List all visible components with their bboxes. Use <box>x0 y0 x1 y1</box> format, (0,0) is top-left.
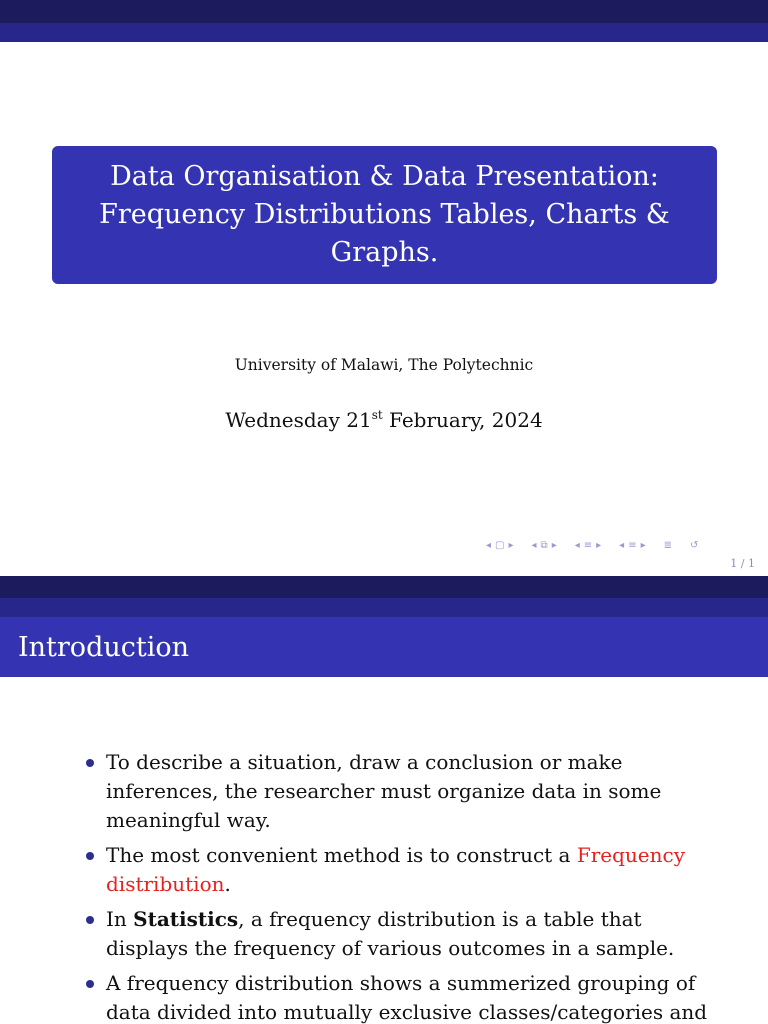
date-superscript: st <box>371 408 383 422</box>
nav-prev-part-icon[interactable]: ◂ <box>619 540 625 551</box>
align-icon[interactable]: ≣ <box>663 540 673 551</box>
nav-prev-frame-icon[interactable]: ◂ <box>486 540 492 551</box>
frame-icon[interactable]: ▢ <box>495 540 505 551</box>
bullet-text: In <box>106 907 134 931</box>
bullet-text: , a frequency distribution is a table that displays the frequency of various outcomes in a sample. <box>106 907 675 960</box>
nav-next-section-icon[interactable]: ▸ <box>596 540 602 551</box>
bullet-list <box>82 748 722 1024</box>
bullet-item <box>82 905 722 963</box>
frame-title: Introduction <box>18 631 189 663</box>
bullet-text: A frequency distribution shows a summerized grouping of data divided into mutually exclusive classes/categories and <box>106 971 708 1024</box>
nav-prev-subsection-icon[interactable]: ◂ <box>531 540 537 551</box>
nav-next-part-icon[interactable]: ▸ <box>640 540 646 551</box>
bullet-item <box>82 969 722 1024</box>
presentation-date <box>0 408 768 432</box>
header-bar-dark <box>0 576 768 598</box>
bullet-icon <box>86 759 94 767</box>
highlighted-term: Frequency distribution <box>106 843 686 896</box>
institute-name: University of Malawi, The Polytechnic <box>234 356 534 374</box>
bullet-icon <box>86 852 94 860</box>
section-icon[interactable]: ≡ <box>583 540 593 551</box>
beamer-navigation <box>486 539 762 553</box>
bullet-item <box>82 841 722 899</box>
date-prefix: Wednesday 21 <box>225 408 372 432</box>
page-number: 1 / 1 <box>730 557 755 570</box>
bullet-item <box>82 748 722 835</box>
bullet-icon <box>86 916 94 924</box>
introduction-slide <box>0 576 768 1024</box>
bold-term: Statistics <box>133 907 239 931</box>
frame-title-bar <box>0 617 768 677</box>
nav-next-frame-icon[interactable]: ▸ <box>508 540 514 551</box>
bullet-text: . <box>224 872 231 896</box>
header-bar <box>0 23 768 42</box>
bullet-text: To describe a situation, draw a conclusion or make inferences, the researcher must organize data in some meaningful way. <box>106 750 662 832</box>
part-icon[interactable]: ≡ <box>628 540 637 551</box>
back-forward-search-icon[interactable]: ↺ <box>690 540 699 551</box>
nav-next-subsection-icon[interactable]: ▸ <box>551 540 557 551</box>
bullet-icon <box>86 980 94 988</box>
subsection-icon[interactable]: ⧉ <box>540 540 548 551</box>
header-bar-dark <box>0 0 768 23</box>
title-block <box>52 146 717 284</box>
date-suffix: February, 2024 <box>382 408 543 432</box>
header-bar <box>0 598 768 617</box>
bullet-text: The most convenient method is to construct a <box>106 843 577 867</box>
nav-prev-section-icon[interactable]: ◂ <box>574 540 580 551</box>
presentation-title: Data Organisation & Data Presentation: Frequency Distributions Tables, Charts & Graphs. <box>99 161 670 268</box>
